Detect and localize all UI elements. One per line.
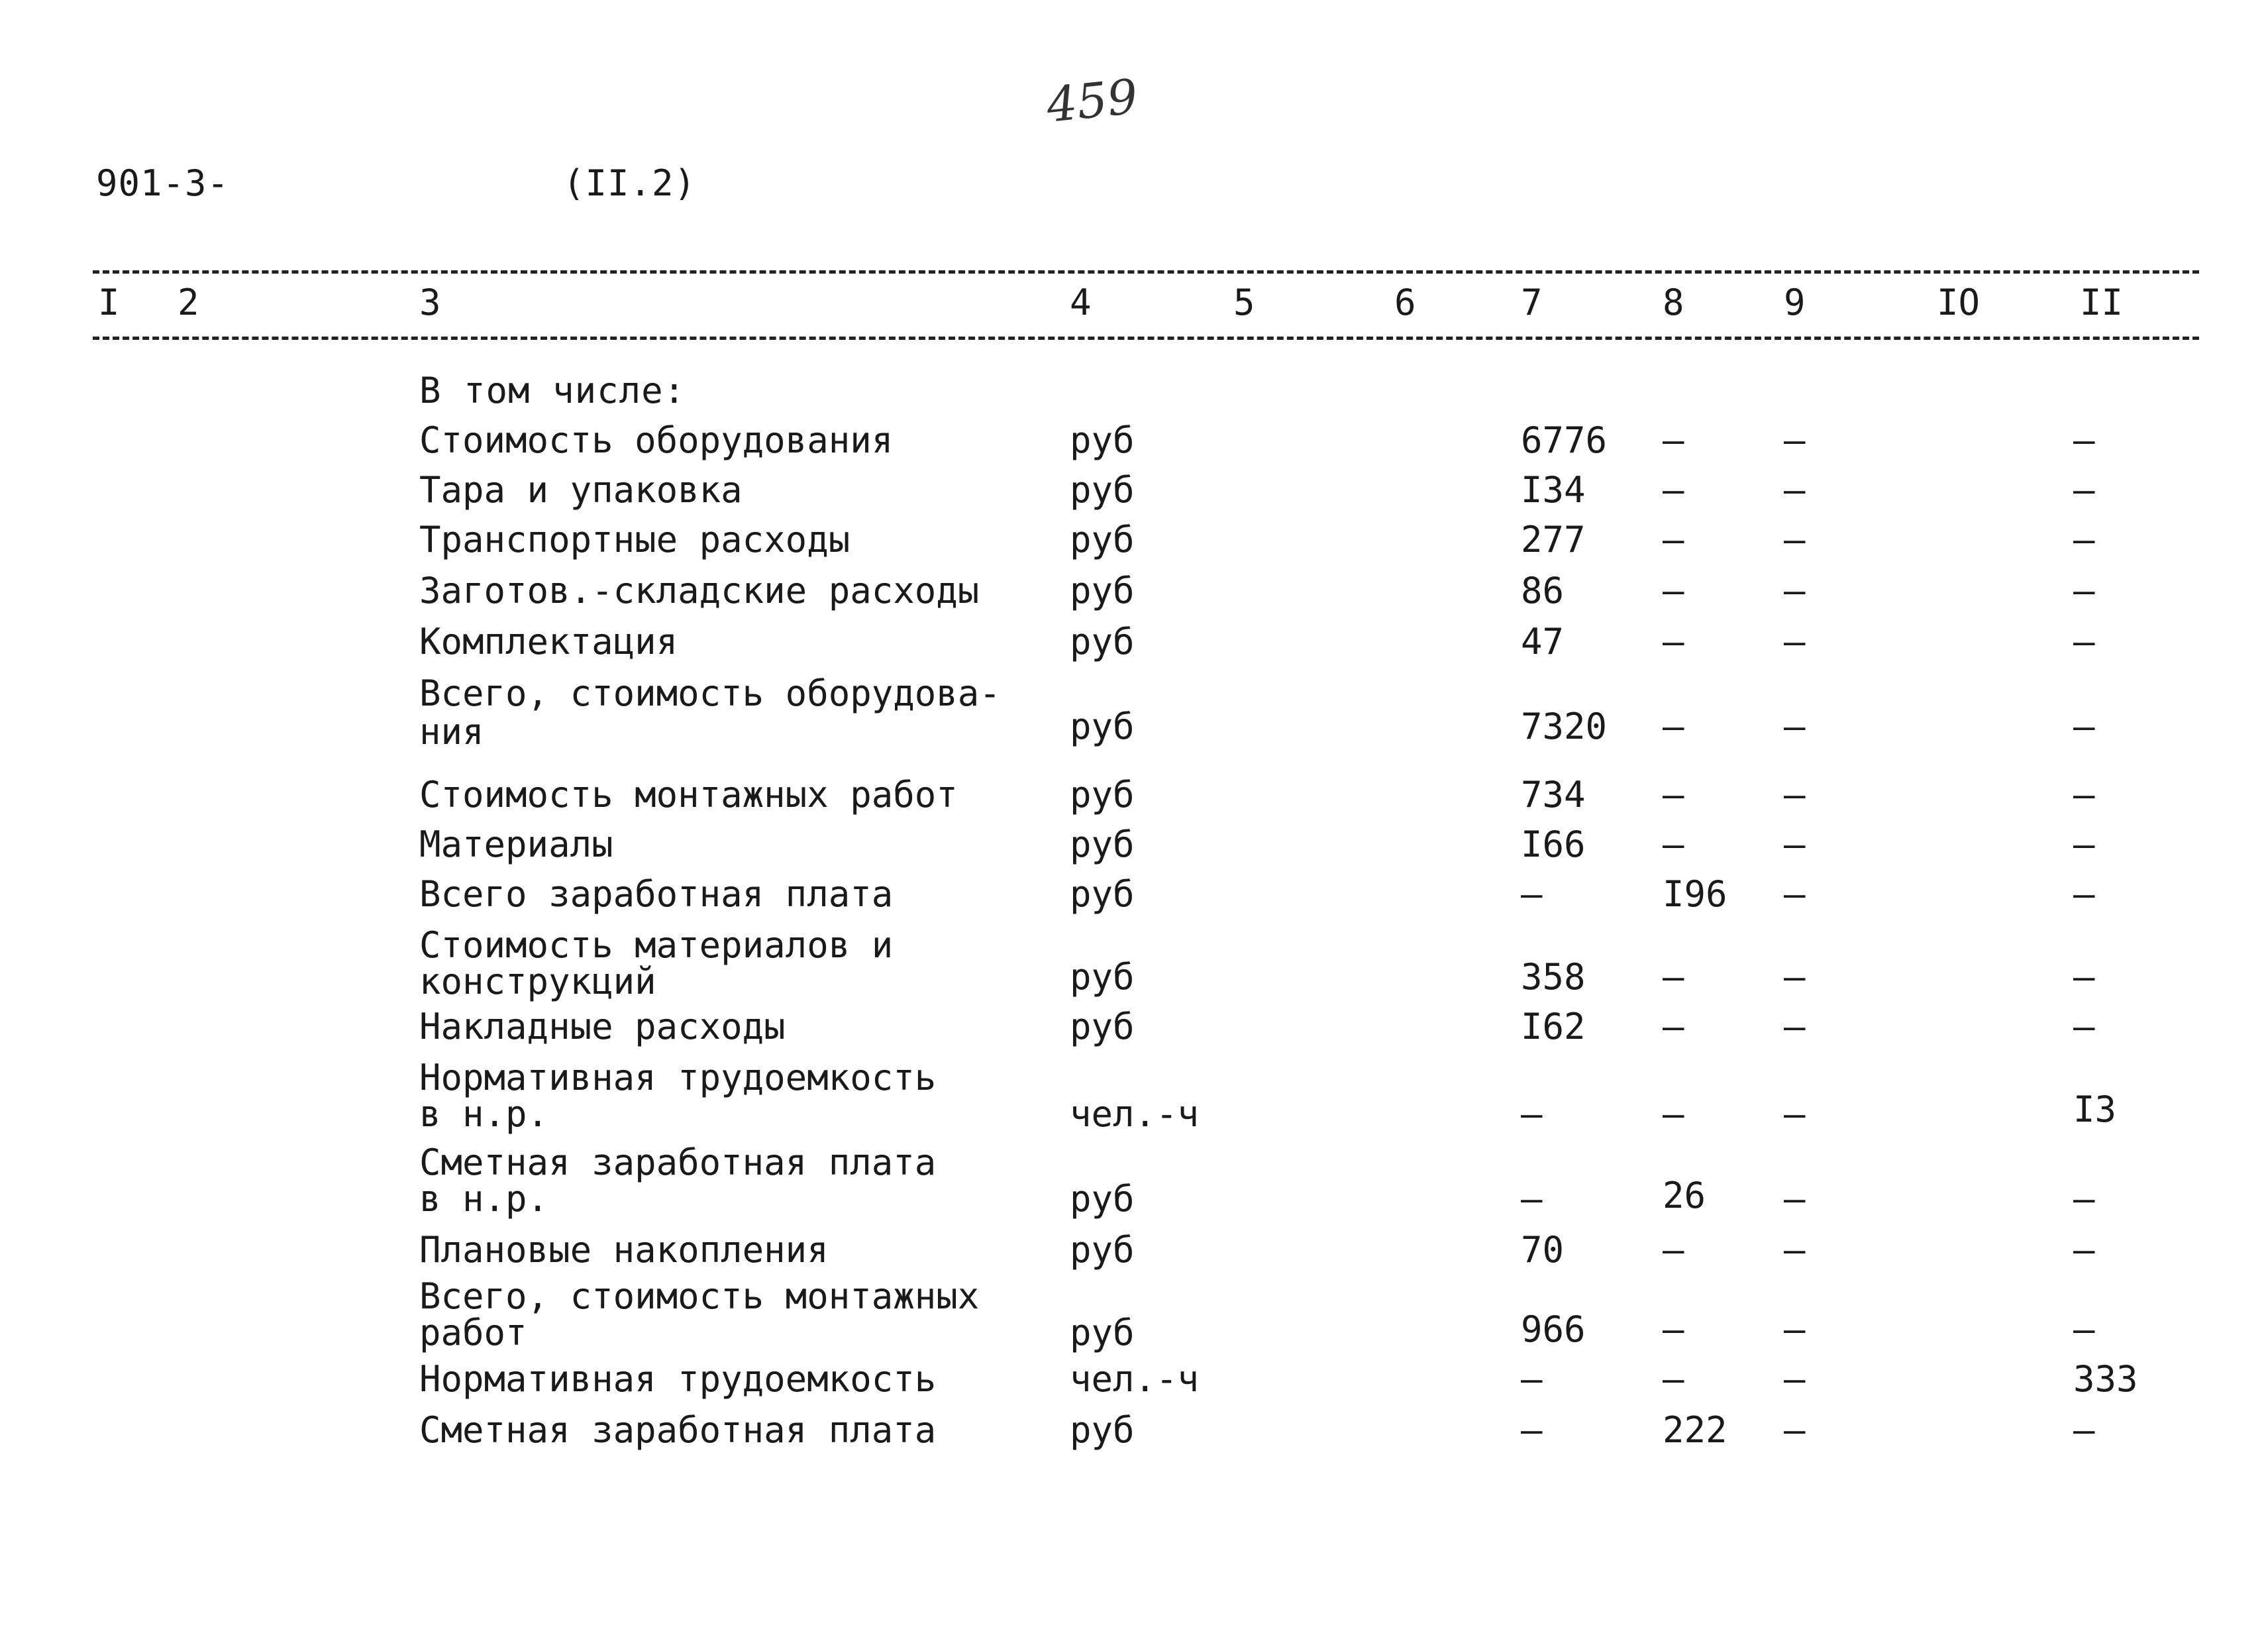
row-name: Заготов.-складские расходы [419, 570, 980, 611]
col-header-6: 6 [1394, 282, 1416, 323]
row-col8: – [1663, 1229, 1684, 1271]
row-col8: 222 [1663, 1409, 1727, 1451]
col-header-10: IO [1937, 282, 1981, 323]
row-col8: I96 [1663, 873, 1727, 915]
row-col7: I34 [1521, 469, 1586, 511]
table-row [0, 823, 2268, 863]
table-row [0, 1409, 2268, 1449]
section-label: (II.2) [563, 162, 697, 204]
row-name-line1: Нормативная трудоемкость [419, 1057, 937, 1098]
row-col11: – [2073, 469, 2095, 511]
row-col8: – [1663, 1308, 1684, 1350]
row-name-line2: в н.р. [419, 1178, 549, 1220]
row-col7: 70 [1521, 1229, 1565, 1271]
row-name: Транспортные расходы [419, 519, 850, 560]
row-col11: – [2073, 419, 2095, 461]
row-col11: – [2073, 873, 2095, 915]
row-col11: – [2073, 1178, 2095, 1220]
row-col8: – [1663, 823, 1684, 865]
col-header-1: I [98, 282, 120, 323]
row-col9: – [1784, 706, 1806, 747]
col-header-8: 8 [1663, 282, 1684, 323]
row-unit: руб [1070, 873, 1135, 915]
row-name-line1: Стоимость материалов и [419, 924, 894, 966]
row-col9: – [1784, 1229, 1806, 1271]
row-unit: руб [1070, 469, 1135, 511]
row-col8: – [1663, 621, 1684, 662]
row-col8: – [1663, 519, 1684, 560]
row-col7: 86 [1521, 570, 1565, 611]
row-col9: – [1784, 570, 1806, 611]
col-header-9: 9 [1784, 282, 1806, 323]
row-col11: I3 [2073, 1088, 2117, 1130]
table-row [0, 873, 2268, 913]
table-row [0, 924, 2268, 1010]
row-col9: – [1784, 1358, 1806, 1400]
row-name: Накладные расходы [419, 1006, 786, 1047]
table-row [0, 672, 2268, 759]
row-col9: – [1784, 873, 1806, 915]
table-row [0, 1229, 2268, 1269]
row-col7: 358 [1521, 956, 1586, 998]
row-name: Стоимость монтажных работ [419, 774, 958, 816]
row-unit: руб [1070, 706, 1135, 747]
row-name-line2: работ [419, 1312, 527, 1353]
row-col9: – [1784, 1006, 1806, 1047]
row-unit: руб [1070, 419, 1135, 461]
row-name-line2: ния [419, 711, 484, 753]
table-row [0, 519, 2268, 558]
row-col7: 734 [1521, 774, 1586, 816]
row-col8: – [1663, 1006, 1684, 1047]
row-col7: – [1521, 1178, 1543, 1220]
row-name: Материалы [419, 823, 613, 865]
row-name: Комплектация [419, 621, 678, 662]
table-row [0, 1057, 2268, 1143]
col-header-5: 5 [1233, 282, 1255, 323]
col-header-4: 4 [1070, 282, 1092, 323]
row-col7: – [1521, 1409, 1543, 1451]
row-col11: 333 [2073, 1358, 2138, 1400]
row-col7: 47 [1521, 621, 1565, 662]
row-col8: – [1663, 1358, 1684, 1400]
row-name-line1: Всего, стоимость оборудова- [419, 672, 1001, 714]
row-col7: 6776 [1521, 419, 1608, 461]
row-unit: руб [1070, 1006, 1135, 1047]
row-unit: руб [1070, 823, 1135, 865]
row-name: Стоимость оборудования [419, 419, 894, 461]
header-top-rule [93, 270, 2199, 274]
row-col11: – [2073, 774, 2095, 816]
row-col11: – [2073, 1229, 2095, 1271]
table-row [0, 1006, 2268, 1045]
row-unit: руб [1070, 956, 1135, 998]
row-name: Нормативная трудоемкость [419, 1358, 937, 1400]
row-col11: – [2073, 1308, 2095, 1350]
row-name: Плановые накопления [419, 1229, 829, 1271]
row-col8: – [1663, 774, 1684, 816]
row-col8: – [1663, 956, 1684, 998]
table-row [0, 469, 2268, 509]
table-row [0, 621, 2268, 661]
intro-text: В том числе: [419, 370, 686, 411]
row-col9: – [1784, 1308, 1806, 1350]
row-col7: 7320 [1521, 706, 1608, 747]
row-name-line1: Всего, стоимость монтажных [419, 1275, 980, 1317]
row-unit: руб [1070, 774, 1135, 816]
row-unit: чел.-ч [1070, 1093, 1200, 1135]
row-col7: I66 [1521, 823, 1586, 865]
row-col9: – [1784, 621, 1806, 662]
row-unit: руб [1070, 570, 1135, 611]
row-col7: – [1521, 1358, 1543, 1400]
row-col8: – [1663, 706, 1684, 747]
row-name-line2: конструкций [419, 961, 656, 1002]
row-name: Всего заработная плата [419, 873, 894, 915]
row-unit: руб [1070, 1409, 1135, 1451]
row-col8: 26 [1663, 1175, 1706, 1216]
table-row [0, 1275, 2268, 1361]
row-col7: I62 [1521, 1006, 1586, 1047]
row-col9: – [1784, 519, 1806, 560]
row-unit: руб [1070, 1178, 1135, 1220]
row-col9: – [1784, 1093, 1806, 1135]
row-col8: – [1663, 419, 1684, 461]
row-col9: – [1784, 956, 1806, 998]
page-number: 459 [1043, 68, 1141, 133]
row-col8: – [1663, 469, 1684, 511]
row-col11: – [2073, 621, 2095, 662]
row-name-line2: в н.р. [419, 1093, 549, 1135]
row-col7: 277 [1521, 519, 1586, 560]
row-unit: чел.-ч [1070, 1358, 1200, 1400]
table-row [0, 419, 2268, 459]
row-col9: – [1784, 469, 1806, 511]
row-col11: – [2073, 706, 2095, 747]
row-col9: – [1784, 823, 1806, 865]
row-col7: – [1521, 873, 1543, 915]
row-col11: – [2073, 570, 2095, 611]
col-header-3: 3 [419, 282, 441, 323]
row-col9: – [1784, 1409, 1806, 1451]
table-row [0, 570, 2268, 610]
header-bottom-rule [93, 337, 2199, 340]
row-col7: – [1521, 1093, 1543, 1135]
row-col11: – [2073, 956, 2095, 998]
table-row [0, 1141, 2268, 1228]
row-name: Сметная заработная плата [419, 1409, 937, 1451]
doc-code: 901-3- [96, 162, 230, 204]
row-col11: – [2073, 1006, 2095, 1047]
col-header-11: II [2080, 282, 2124, 323]
row-col8: – [1663, 570, 1684, 611]
row-col11: – [2073, 823, 2095, 865]
row-col9: – [1784, 1178, 1806, 1220]
row-name-line1: Сметная заработная плата [419, 1141, 937, 1183]
row-col11: – [2073, 1409, 2095, 1451]
table-row [0, 1358, 2268, 1398]
row-unit: руб [1070, 1312, 1135, 1353]
row-col7: 966 [1521, 1308, 1586, 1350]
row-col9: – [1784, 774, 1806, 816]
row-unit: руб [1070, 1229, 1135, 1271]
row-unit: руб [1070, 621, 1135, 662]
row-name: Тара и упаковка [419, 469, 743, 511]
col-header-2: 2 [178, 282, 199, 323]
row-col8: – [1663, 1093, 1684, 1135]
table-row [0, 774, 2268, 814]
col-header-7: 7 [1521, 282, 1543, 323]
row-col11: – [2073, 519, 2095, 560]
row-col9: – [1784, 419, 1806, 461]
row-unit: руб [1070, 519, 1135, 560]
